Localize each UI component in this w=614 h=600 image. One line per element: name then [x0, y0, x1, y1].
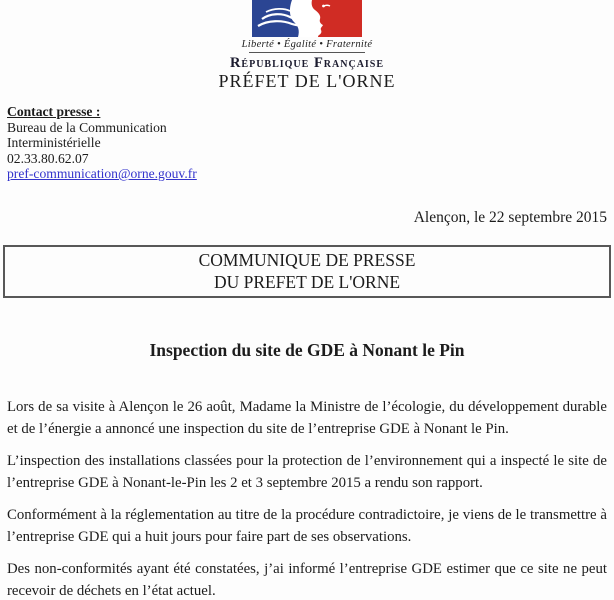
contact-line-phone: 02.33.80.62.07	[7, 150, 89, 166]
body-text	[7, 396, 607, 600]
email-link[interactable]: pref-communication@orne.gouv.fr	[7, 166, 197, 181]
contact-line-interministerielle: Interministérielle	[7, 135, 101, 150]
contact-block	[7, 104, 197, 182]
motto-divider	[249, 52, 365, 53]
body-paragraph: Lors de sa visite à Alençon le 26 août, Madame la Ministre de l’écologie, du développement durable et de l’énergie a annoncé une inspection du site de l’entreprise GDE à Nonant le Pin.	[7, 399, 607, 437]
body-paragraph: L’inspection des installations classées pour la protection de l’environnement qui a inspecté le site de l’entreprise GDE à Nonant-le-Pin les 2 et 3 septembre 2015 a rendu son rapport.	[7, 453, 607, 491]
banner-line-1: COMMUNIQUE DE PRESSE	[198, 250, 416, 270]
contact-line-bureau: Bureau de la Communication	[7, 119, 167, 135]
prefecture-title: PRÉFET DE L'ORNE	[218, 71, 396, 91]
marianne-flag-icon	[252, 0, 362, 37]
republique-text: République Française	[229, 55, 385, 71]
document-title: Inspection du site de GDE à Nonant le Pin	[149, 340, 465, 360]
body-paragraph: Des non-conformités ayant été constatées, j’ai informé l’entreprise GDE estimer que ce site ne peut recevoir de déchets en l’état actuel.	[7, 561, 607, 599]
press-release-banner	[3, 245, 611, 298]
contact-heading: Contact presse :	[7, 104, 101, 119]
republique-francaise-logo	[0, 0, 614, 72]
banner-line-2: DU PREFET DE L'ORNE	[213, 272, 401, 292]
dateline: Alençon, le 22 septembre 2015	[413, 209, 607, 226]
motto-text: Liberté • Égalité • Fraternité	[241, 39, 373, 50]
body-paragraph: Conformément à la réglementation au titre de la procédure contradictoire, je viens de le transmettre à l’entreprise GDE qui a huit jours pour faire part de ses observations.	[7, 507, 607, 545]
